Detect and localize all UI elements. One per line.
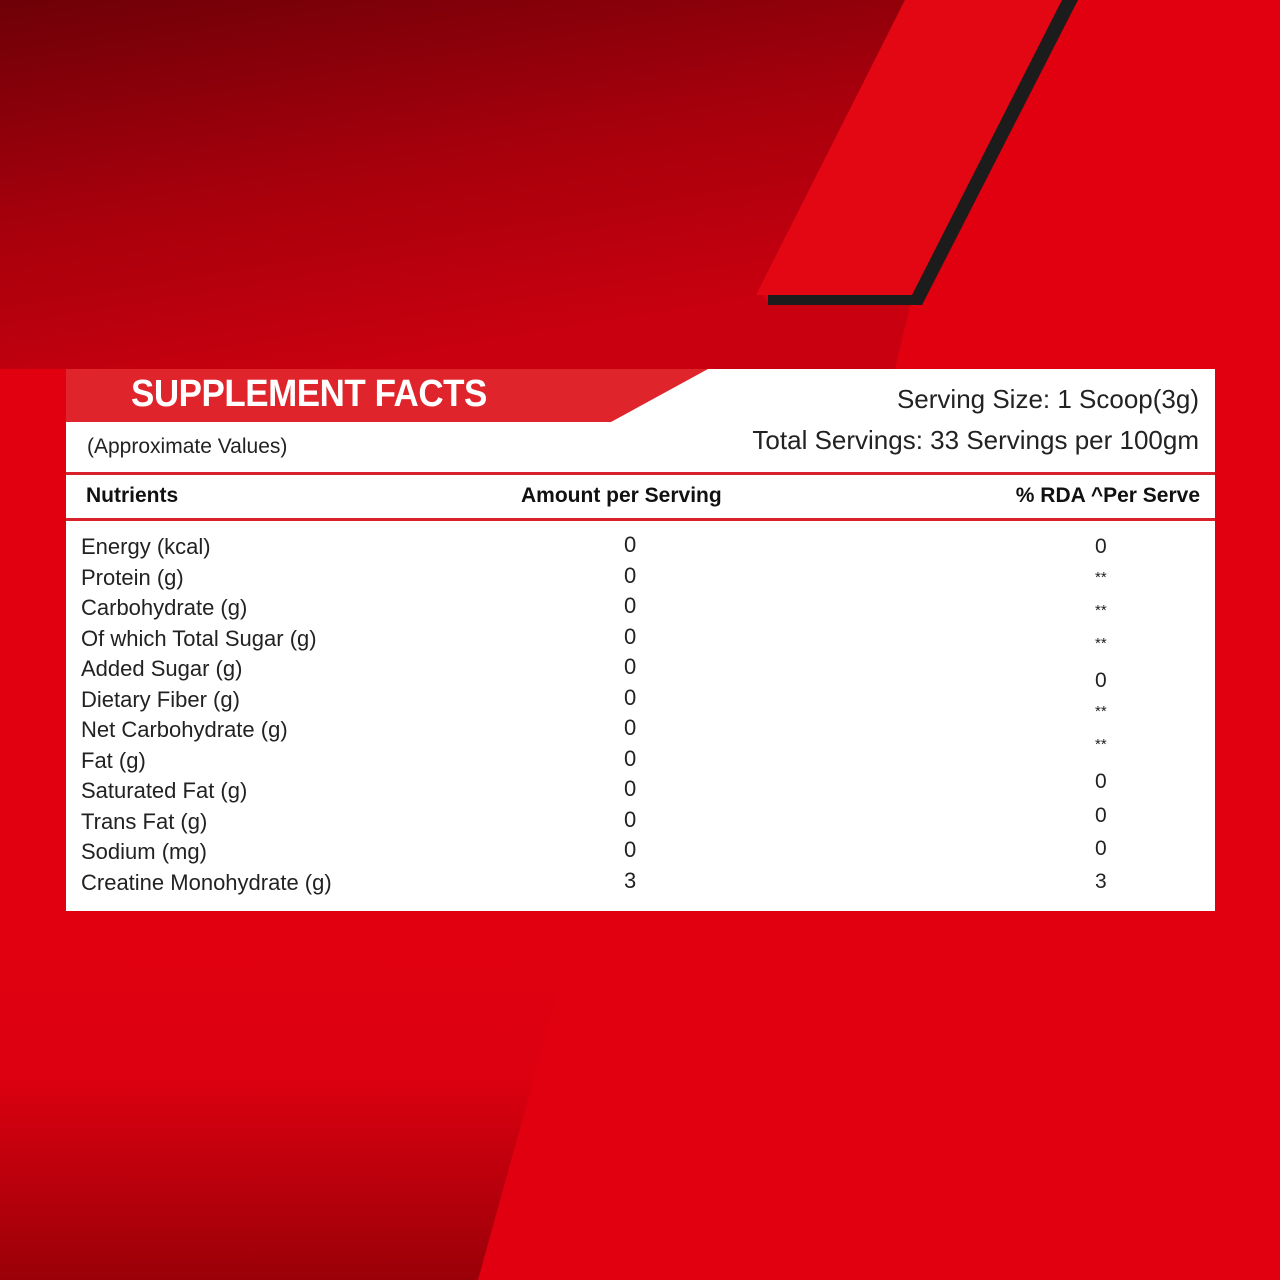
table-row <box>66 778 1215 808</box>
approximate-values-note: (Approximate Values) <box>87 435 288 458</box>
nutrient-amount: 0 <box>624 715 637 740</box>
rda-value: 0 <box>1095 770 1107 793</box>
nutrient-amount: 0 <box>624 776 637 801</box>
nutrient-amount: 3 <box>624 867 637 893</box>
nutrient-name: Added Sugar (g) <box>81 656 243 681</box>
table-row <box>66 595 1215 625</box>
header-rda: % RDA ^Per Serve <box>1015 484 1200 507</box>
nutrient-name: Carbohydrate (g) <box>81 595 248 620</box>
table-header <box>66 472 1215 521</box>
nutrient-amount: 0 <box>624 532 637 557</box>
supplement-facts-panel <box>66 369 1215 911</box>
rda-value: 0 <box>1095 669 1107 692</box>
table-row <box>66 623 1215 656</box>
nutrient-name: Protein (g) <box>81 564 184 590</box>
nutrient-amount: 0 <box>624 684 637 710</box>
serving-info <box>752 379 1199 461</box>
nutrient-name: Trans Fat (g) <box>81 808 208 834</box>
rda-value: ** <box>1095 635 1107 652</box>
rda-value: 3 <box>1095 870 1107 893</box>
nutrient-name: Of which Total Sugar (g) <box>81 625 317 651</box>
serving-size: Serving Size: 1 Scoop(3g) <box>896 384 1199 414</box>
nutrient-amount: 0 <box>624 593 637 618</box>
table-row <box>66 867 1215 900</box>
table-row <box>66 562 1215 595</box>
rda-value: 0 <box>1095 804 1107 827</box>
header-amount: Amount per Serving <box>521 484 722 507</box>
table-row <box>66 684 1215 717</box>
rda-value: 0 <box>1095 535 1107 558</box>
nutrient-amount: 0 <box>624 806 637 832</box>
table-row <box>66 717 1215 747</box>
rda-value: ** <box>1095 736 1107 753</box>
rda-value: ** <box>1095 703 1107 720</box>
nutrient-name: Dietary Fiber (g) <box>81 686 240 712</box>
panel-title: SUPPLEMENT FACTS <box>131 373 487 415</box>
rda-value: ** <box>1095 602 1107 619</box>
nutrient-name: Saturated Fat (g) <box>81 778 248 803</box>
table-row <box>66 534 1215 564</box>
nutrient-amount: 0 <box>624 654 637 679</box>
nutrient-amount: 0 <box>624 837 637 862</box>
nutrient-name: Energy (kcal) <box>81 534 211 559</box>
table-row <box>66 806 1215 839</box>
table-row <box>66 745 1215 778</box>
total-servings: Total Servings: 33 Servings per 100gm <box>752 425 1199 455</box>
header-nutrients: Nutrients <box>86 484 179 507</box>
table-row <box>66 656 1215 686</box>
nutrient-name: Net Carbohydrate (g) <box>81 717 288 742</box>
rda-value: 0 <box>1095 837 1107 860</box>
rda-value: ** <box>1095 569 1107 586</box>
table-row <box>66 839 1215 869</box>
nutrient-name: Creatine Monohydrate (g) <box>81 869 332 895</box>
nutrient-amount: 0 <box>624 745 637 771</box>
nutrient-amount: 0 <box>624 562 637 588</box>
nutrient-name: Fat (g) <box>81 747 146 773</box>
nutrient-amount: 0 <box>624 623 637 649</box>
nutrient-name: Sodium (mg) <box>81 839 207 864</box>
title-band <box>66 369 711 422</box>
